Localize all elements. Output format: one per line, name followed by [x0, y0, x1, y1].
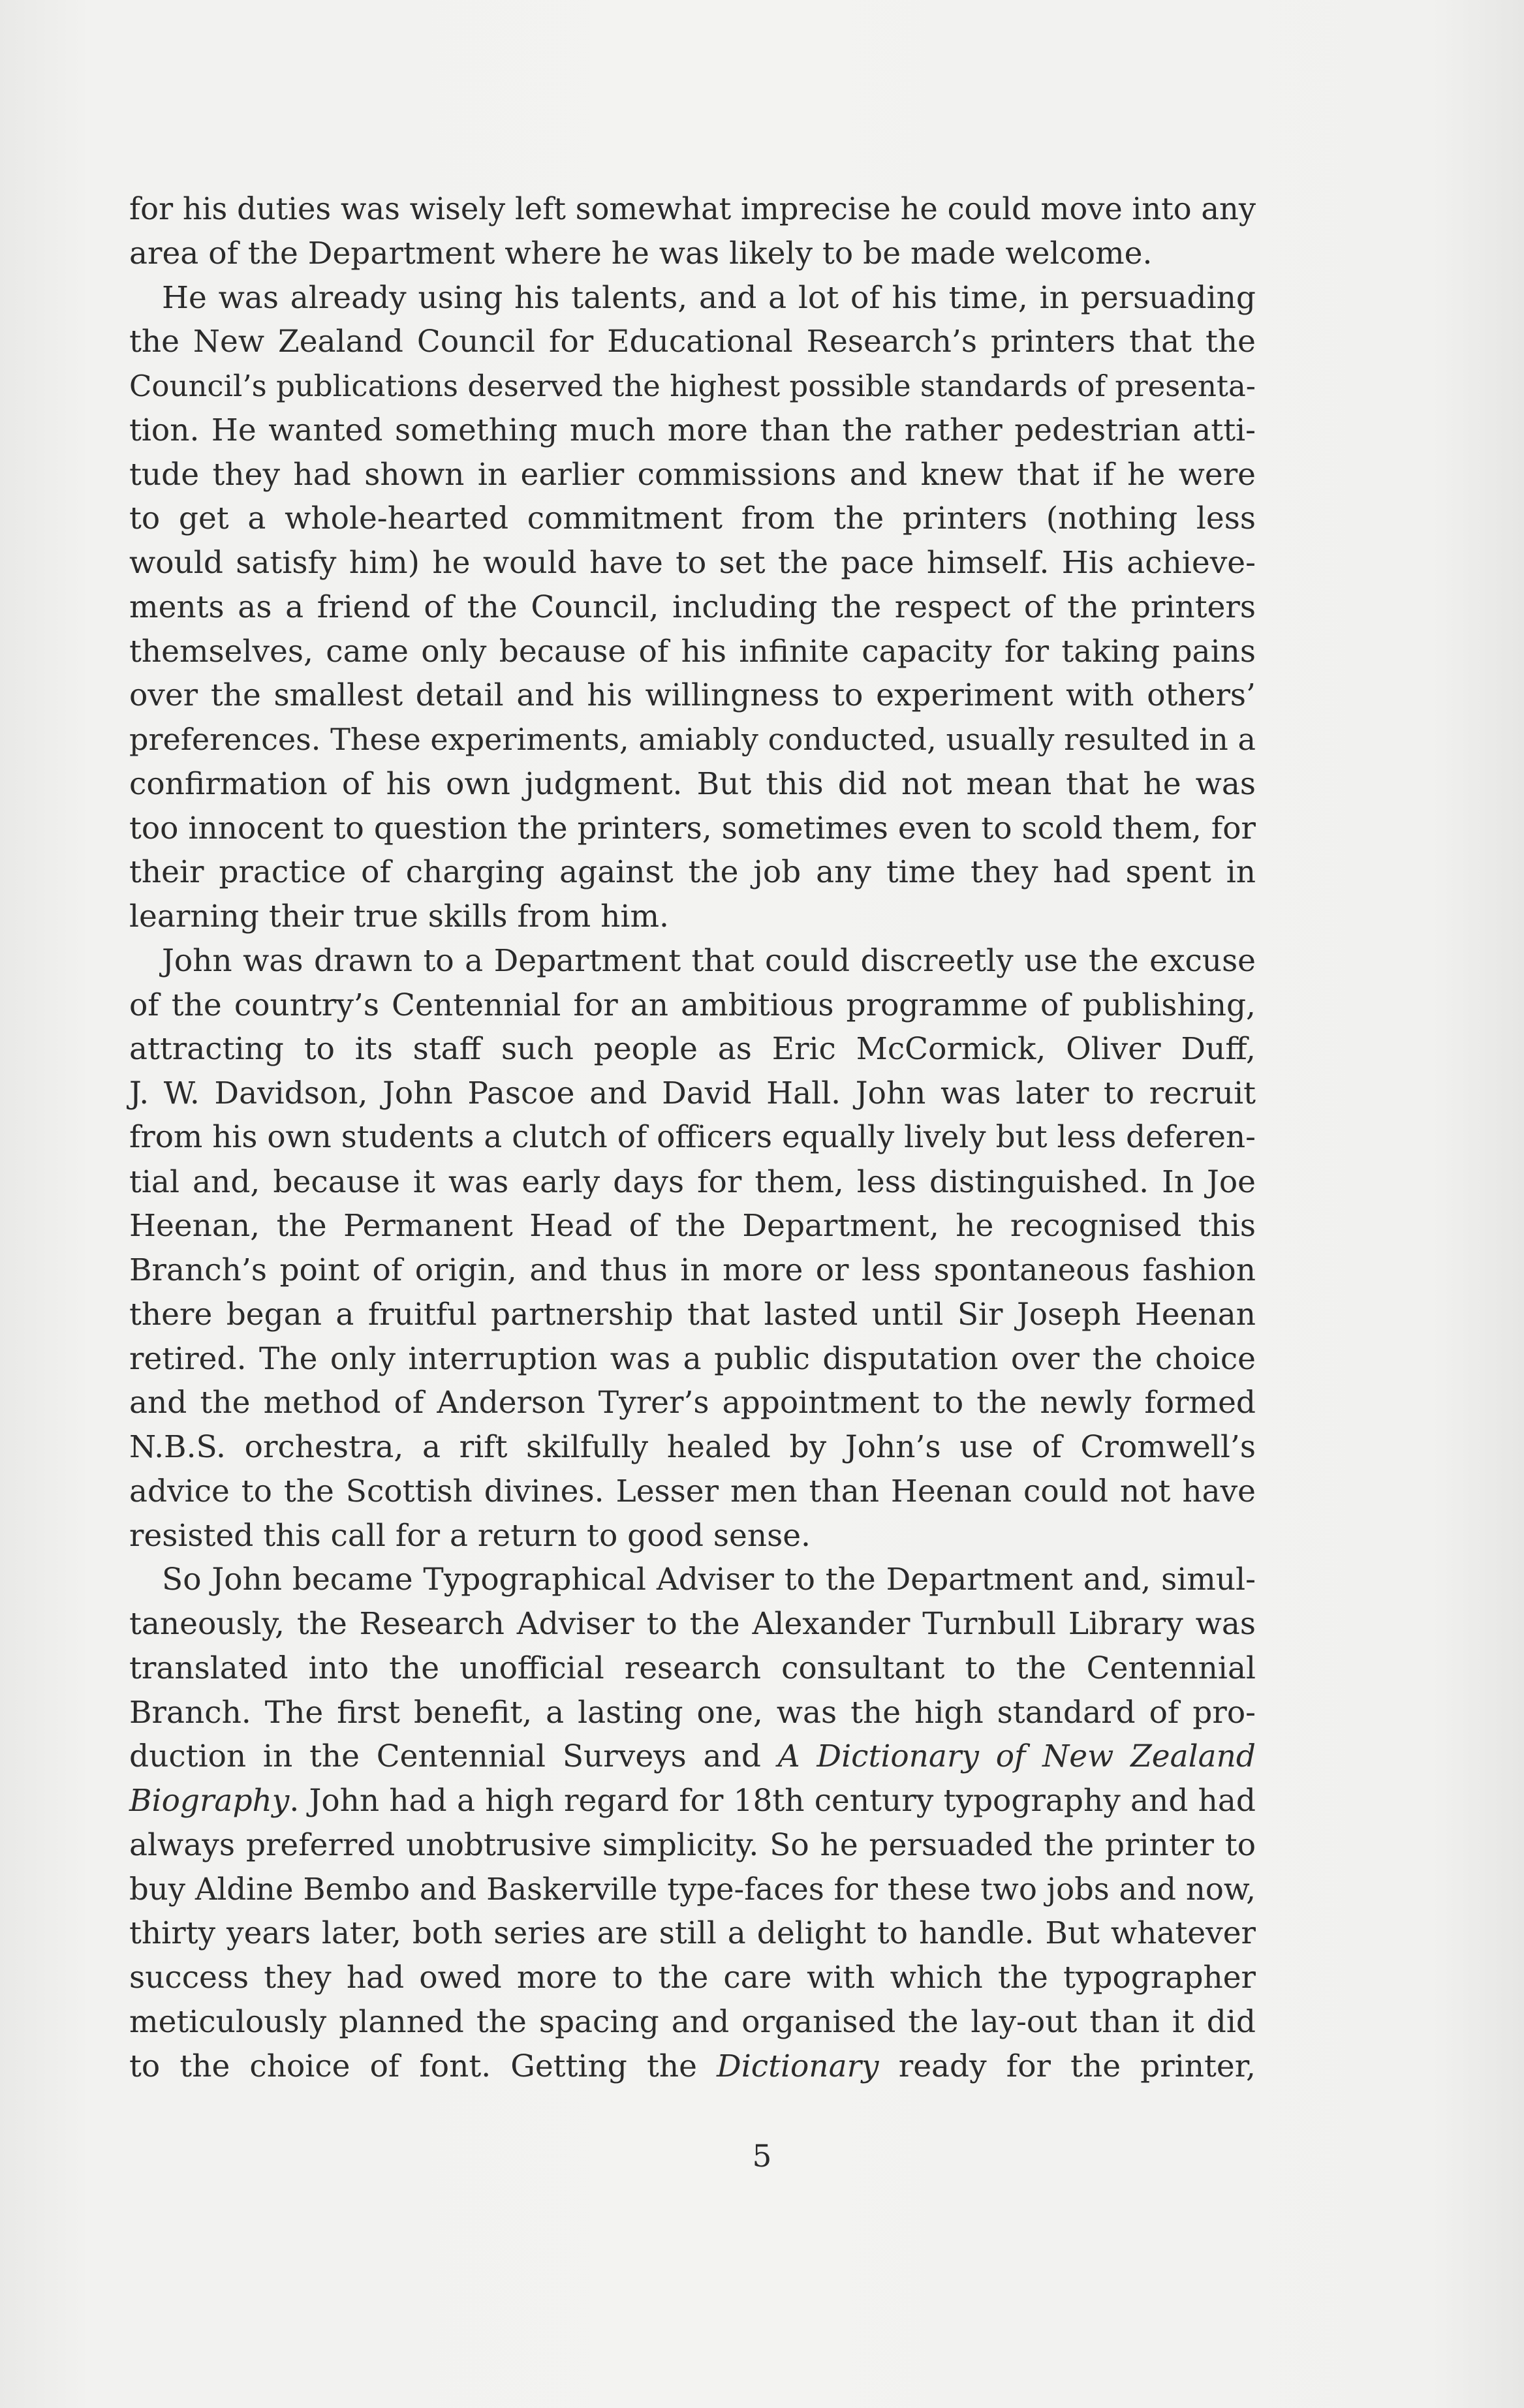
- text-segment: duction in the Centennial Surveys and: [129, 1738, 778, 1775]
- text-line: [129, 673, 1256, 718]
- text-line: [129, 1868, 1256, 1912]
- text-line: [129, 1381, 1256, 1425]
- text-segment: tial and, because it was early days for them, less distinguished. In Joe: [129, 1164, 1256, 1200]
- text-segment: J. W. Davidson, John Pascoe and David Hall. John was later to recruit: [129, 1075, 1256, 1111]
- text-segment: Branch. The first benefit, a lasting one, was the high standard of pro-: [129, 1694, 1256, 1731]
- text-line: [129, 983, 1256, 1028]
- text-segment: Branch’s point of origin, and thus in more or less spontaneous fashion: [129, 1252, 1256, 1288]
- text-line: [129, 1160, 1256, 1205]
- text-line: [129, 1735, 1256, 1779]
- text-segment: over the smallest detail and his willingness to experiment with others’: [129, 677, 1256, 714]
- text-segment: success they had owed more to the care with which the typographer: [129, 1960, 1256, 1996]
- text-line: [129, 1558, 1256, 1602]
- text-segment: preferences. These experiments, amiably conducted, usually resulted in a: [129, 722, 1256, 757]
- text-segment: retired. The only interruption was a public disputation over the choice: [129, 1340, 1256, 1377]
- text-segment: learning their true skills from him.: [129, 899, 669, 934]
- text-line: [129, 1956, 1256, 2000]
- text-segment: taneously, the Research Adviser to the Alexander Turnbull Library was: [129, 1606, 1256, 1642]
- text-line: [129, 1646, 1256, 1691]
- text-line: [129, 630, 1256, 674]
- text-segment: and the method of Anderson Tyrer’s appointment to the newly formed: [129, 1385, 1256, 1421]
- text-segment: Council’s publications deserved the highest possible standards of presenta-: [129, 369, 1256, 403]
- text-segment: So John became Typographical Adviser to the Department and, simul-: [162, 1562, 1256, 1598]
- text-line: [129, 409, 1256, 453]
- text-segment: N.B.S. orchestra, a rift skilfully healed by John’s use of Cromwell’s: [129, 1429, 1256, 1465]
- text-line: [129, 762, 1256, 807]
- text-segment: to get a whole-hearted commitment from the printers (nothing less: [129, 501, 1256, 537]
- text-segment: would satisfy him) he would have to set the pace himself. His achieve-: [129, 545, 1256, 581]
- text-line: [129, 276, 1256, 320]
- text-segment: tude they had shown in earlier commissions and knew that if he were: [129, 456, 1256, 493]
- text-segment: resisted this call for a return to good sense.: [129, 1517, 811, 1554]
- text-segment: attracting to its staff such people as Eric McCormick, Oliver Duff,: [129, 1031, 1256, 1068]
- text-line: [129, 1823, 1256, 1868]
- text-line: [129, 1248, 1256, 1293]
- text-segment: translated into the unofficial research consultant to the Centennial: [129, 1650, 1256, 1686]
- text-segment: meticulously planned the spacing and organised the lay-out than it did: [129, 2003, 1256, 2040]
- text-line: [129, 2000, 1256, 2045]
- text-line: [129, 2045, 1256, 2089]
- text-line: [129, 895, 1256, 939]
- text-line: [129, 187, 1256, 232]
- text-line: [129, 453, 1256, 497]
- text-line: [129, 585, 1256, 630]
- text-line: [129, 364, 1256, 409]
- text-line: [129, 1425, 1256, 1470]
- text-line: [129, 1072, 1256, 1116]
- text-segment: Heenan, the Permanent Head of the Department, he recognised this: [129, 1208, 1256, 1244]
- text-segment: themselves, came only because of his infinite capacity for taking pains: [129, 633, 1256, 670]
- text-segment: to the choice of font. Getting the: [129, 2048, 717, 2084]
- text-line: [129, 1470, 1256, 1514]
- text-line: [129, 1027, 1256, 1072]
- text-segment: advice to the Scottish divines. Lesser men than Heenan could not have: [129, 1473, 1256, 1509]
- text-line: [129, 320, 1256, 364]
- text-line: [129, 232, 1256, 276]
- text-line: [129, 497, 1256, 541]
- text-line: [129, 1116, 1256, 1160]
- text-line: [129, 1602, 1256, 1646]
- text-segment: thirty years later, both series are still a delight to handle. But whatever: [129, 1915, 1256, 1952]
- italic-text: Biography: [129, 1783, 290, 1819]
- text-segment: from his own students a clutch of officers equally lively but less deferen-: [129, 1119, 1256, 1155]
- text-segment: . John had a high regard for 18th century typography and had: [289, 1783, 1256, 1819]
- text-line: [129, 939, 1256, 983]
- text-line: [129, 1779, 1256, 1823]
- italic-text: Dictionary: [717, 2048, 879, 2084]
- text-line: [129, 718, 1256, 762]
- text-line: [129, 1337, 1256, 1382]
- text-segment: the New Zealand Council for Educational Research’s printers that the: [129, 324, 1256, 360]
- text-segment: for his duties was wisely left somewhat imprecise he could move into any: [129, 191, 1256, 226]
- text-segment: always preferred unobtrusive simplicity. So he persuaded the printer to: [129, 1827, 1256, 1863]
- text-line: [129, 850, 1256, 895]
- text-segment: of the country’s Centennial for an ambitious programme of publishing,: [129, 987, 1256, 1023]
- text-line: [129, 541, 1256, 585]
- text-line: [129, 1293, 1256, 1337]
- text-segment: their practice of charging against the job any time they had spent in: [129, 854, 1256, 891]
- page-number: 5: [752, 2138, 772, 2174]
- text-line: [129, 1204, 1256, 1248]
- text-segment: too innocent to question the printers, sometimes even to scold them, for: [129, 810, 1256, 846]
- text-line: [129, 807, 1256, 851]
- text-line: [129, 1691, 1256, 1735]
- text-segment: buy Aldine Bembo and Baskerville type-faces for these two jobs and now,: [129, 1871, 1256, 1907]
- text-segment: He was already using his talents, and a lot of his time, in persuading: [162, 279, 1256, 316]
- text-segment: tion. He wanted something much more than the rather pedestrian atti-: [129, 412, 1256, 448]
- text-line: [129, 1911, 1256, 1956]
- text-segment: confirmation of his own judgment. But this did not mean that he was: [129, 765, 1256, 802]
- text-segment: area of the Department where he was likely to be made welcome.: [129, 235, 1153, 271]
- text-segment: there began a fruitful partnership that lasted until Sir Joseph Heenan: [129, 1296, 1256, 1333]
- body-text: [129, 187, 1256, 2088]
- italic-text: A Dictionary of New Zealand: [777, 1738, 1256, 1775]
- text-line: [129, 1514, 1256, 1558]
- text-segment: ments as a friend of the Council, including the respect of the printers: [129, 589, 1256, 625]
- text-segment: John was drawn to a Department that could discreetly use the excuse: [162, 942, 1256, 979]
- text-segment: ready for the printer,: [879, 2048, 1256, 2084]
